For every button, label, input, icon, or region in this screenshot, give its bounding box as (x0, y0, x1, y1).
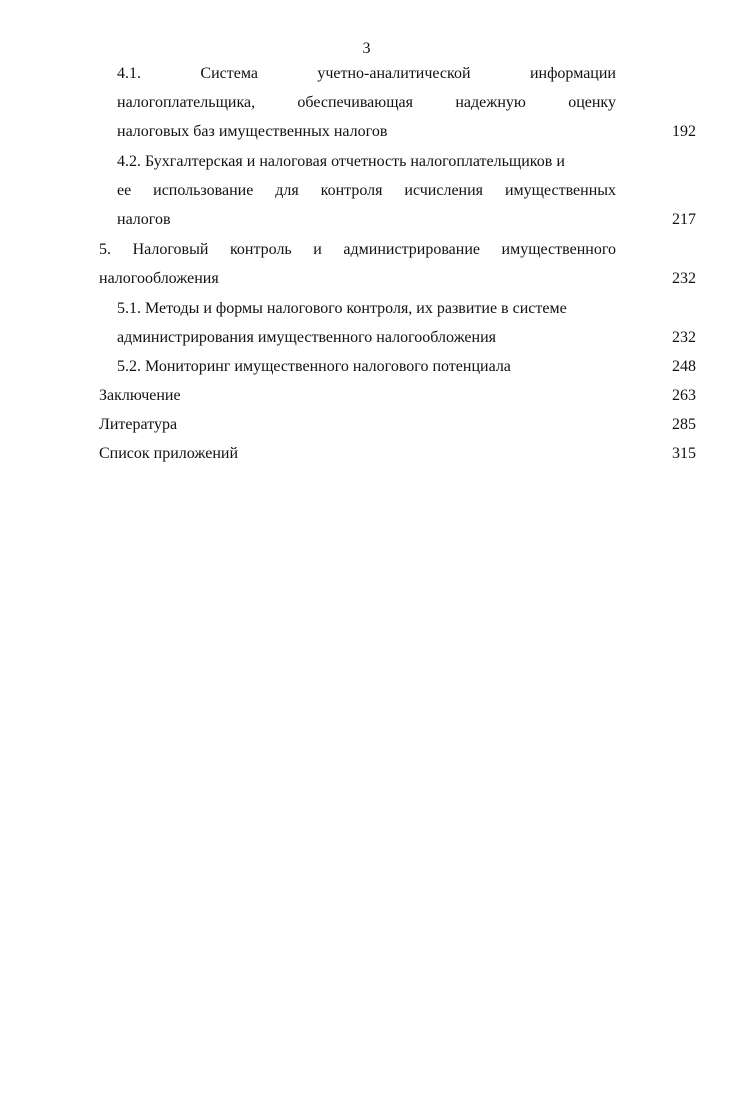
toc-entry-5-line-1: 5. Налоговый контроль и администрирование имущественного (99, 241, 616, 258)
word: 4.1. (117, 65, 141, 82)
toc-page-number: 285 (672, 416, 696, 433)
toc-entry-conclusion-label: Заключение (99, 387, 181, 404)
page-number: 3 (362, 40, 371, 57)
toc-entry-4-1-line-3: налоговых баз имущественных налогов (117, 123, 388, 140)
toc-page-number: 217 (672, 211, 696, 228)
toc-entry-4-1-line-2 (117, 93, 616, 113)
toc-entry-5-2-line-1: 5.2. Мониторинг имущественного налогового потенциала (117, 358, 511, 375)
word: учетно-аналитической (317, 65, 471, 82)
toc-entry-4-2-line-1: 4.2. Бухгалтерская и налоговая отчетность налогоплательщиков и (117, 153, 565, 170)
word: Система (200, 65, 258, 82)
word: информации (529, 65, 616, 82)
word: обеспечивающая (297, 94, 414, 111)
toc-entry-literature-label: Литература (99, 416, 178, 433)
toc-page-number: 248 (672, 358, 696, 375)
toc-entry-5-line-2: налогообложения (99, 270, 219, 287)
word: надежную (455, 94, 526, 111)
toc-entry-4-1-line-1 (117, 64, 616, 84)
word: налогоплательщика, (117, 94, 256, 111)
toc-page-number: 315 (672, 445, 696, 462)
toc-entry-4-2-line-2: ее использование для контроля исчисления имущественных (117, 182, 616, 199)
toc-entry-4-2-line-3: налогов (117, 211, 171, 228)
word: оценку (568, 94, 616, 111)
toc-page-number: 263 (672, 387, 696, 404)
toc-entry-appendices-label: Список приложений (99, 445, 239, 462)
toc-entry-5-1-line-2: администрирования имущественного налогообложения (117, 329, 496, 346)
toc-page-number: 232 (672, 270, 696, 287)
toc-entry-5-1-line-1: 5.1. Методы и формы налогового контроля, их развитие в системе (117, 300, 567, 317)
toc-page-number: 192 (672, 123, 696, 140)
toc-page-number: 232 (672, 329, 696, 346)
